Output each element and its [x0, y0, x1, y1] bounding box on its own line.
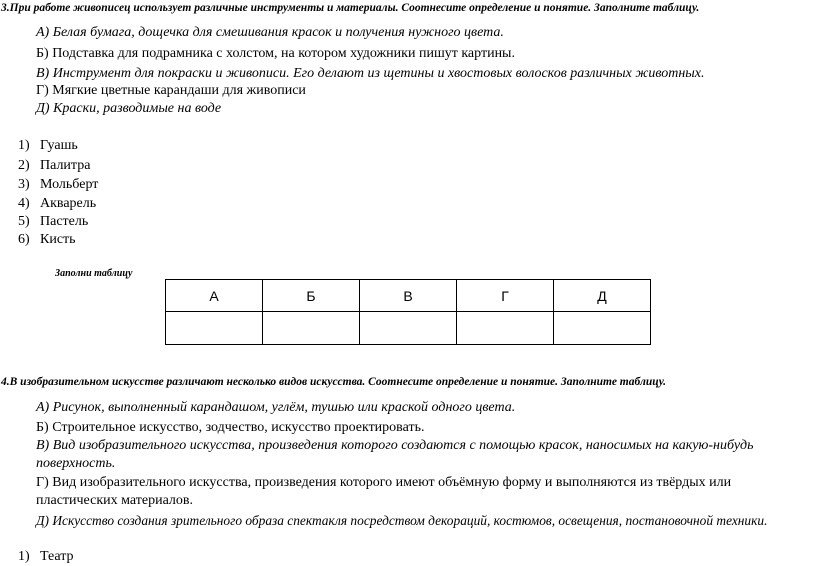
task4-definition-g: Г) Вид изобразительного искусства, произведения которого имеют объёмную форму и выполняются из твёрдых или [36, 475, 732, 490]
task3-term-1: 1) Гуашь [18, 138, 78, 153]
task3-definition-v: В) Инструмент для покраски и живописи. Его делают из щетины и хвостовых волосков различных животных. [36, 66, 705, 81]
answer-cell-a[interactable] [166, 312, 263, 345]
answer-cell-v[interactable] [360, 312, 457, 345]
task4-heading: 4.В изобразительном искусстве различают несколько видов искусства. Соотнесите определение и понятие. Заполните таблицу. [1, 376, 667, 388]
answer-table-header-row [166, 280, 651, 312]
task4-definition-a: А) Рисунок, выполненный карандашом, углём, тушью или краской одного цвета. [36, 400, 516, 415]
answer-cell-g[interactable] [457, 312, 554, 345]
task3-term-4: 4) Акварель [18, 196, 97, 211]
task3-term-5: 5) Пастель [18, 214, 89, 229]
task4-term-1: 1) Театр [18, 549, 74, 564]
task3-definition-d: Д) Краски, разводимые на воде [36, 101, 222, 116]
task4-definition-v: В) Вид изобразительного искусства, произведения которого создаются с помощью красок, наносимых на какую-нибудь [36, 438, 754, 453]
answer-table-input-row [166, 312, 651, 345]
task4-definition-b: Б) Строительное искусство, зодчество, искусство проектировать. [36, 420, 425, 435]
table-header-d: Д [554, 280, 651, 312]
answer-cell-b[interactable] [263, 312, 360, 345]
task3-definition-b: Б) Подставка для подрамника с холстом, на котором художники пишут картины. [36, 46, 515, 61]
answer-table [165, 279, 651, 345]
task4-definition-g-cont: пластических материалов. [36, 493, 194, 508]
table-header-v: В [360, 280, 457, 312]
fill-table-label: Заполни таблицу [55, 268, 133, 279]
task4-definition-v-cont: поверхность. [36, 456, 116, 471]
table-header-b: Б [263, 280, 360, 312]
task3-term-3: 3) Мольберт [18, 177, 99, 192]
task3-definition-a: А) Белая бумага, дощечка для смешивания красок и получения нужного цвета. [36, 25, 504, 40]
task3-term-6: 6) Кисть [18, 232, 76, 247]
task3-heading: 3.При работе живописец использует различные инструменты и материалы. Соотнесите определение и понятие. Заполните таблицу. [1, 2, 700, 14]
task3-term-2: 2) Палитра [18, 158, 91, 173]
table-header-g: Г [457, 280, 554, 312]
table-header-a: А [166, 280, 263, 312]
task3-definition-g: Г) Мягкие цветные карандаши для живописи [36, 83, 306, 98]
answer-cell-d[interactable] [554, 312, 651, 345]
task4-definition-d: Д) Искусство создания зрительного образа спектакля посредством декораций, костюмов, освещения, постановочной техники. [36, 513, 768, 528]
